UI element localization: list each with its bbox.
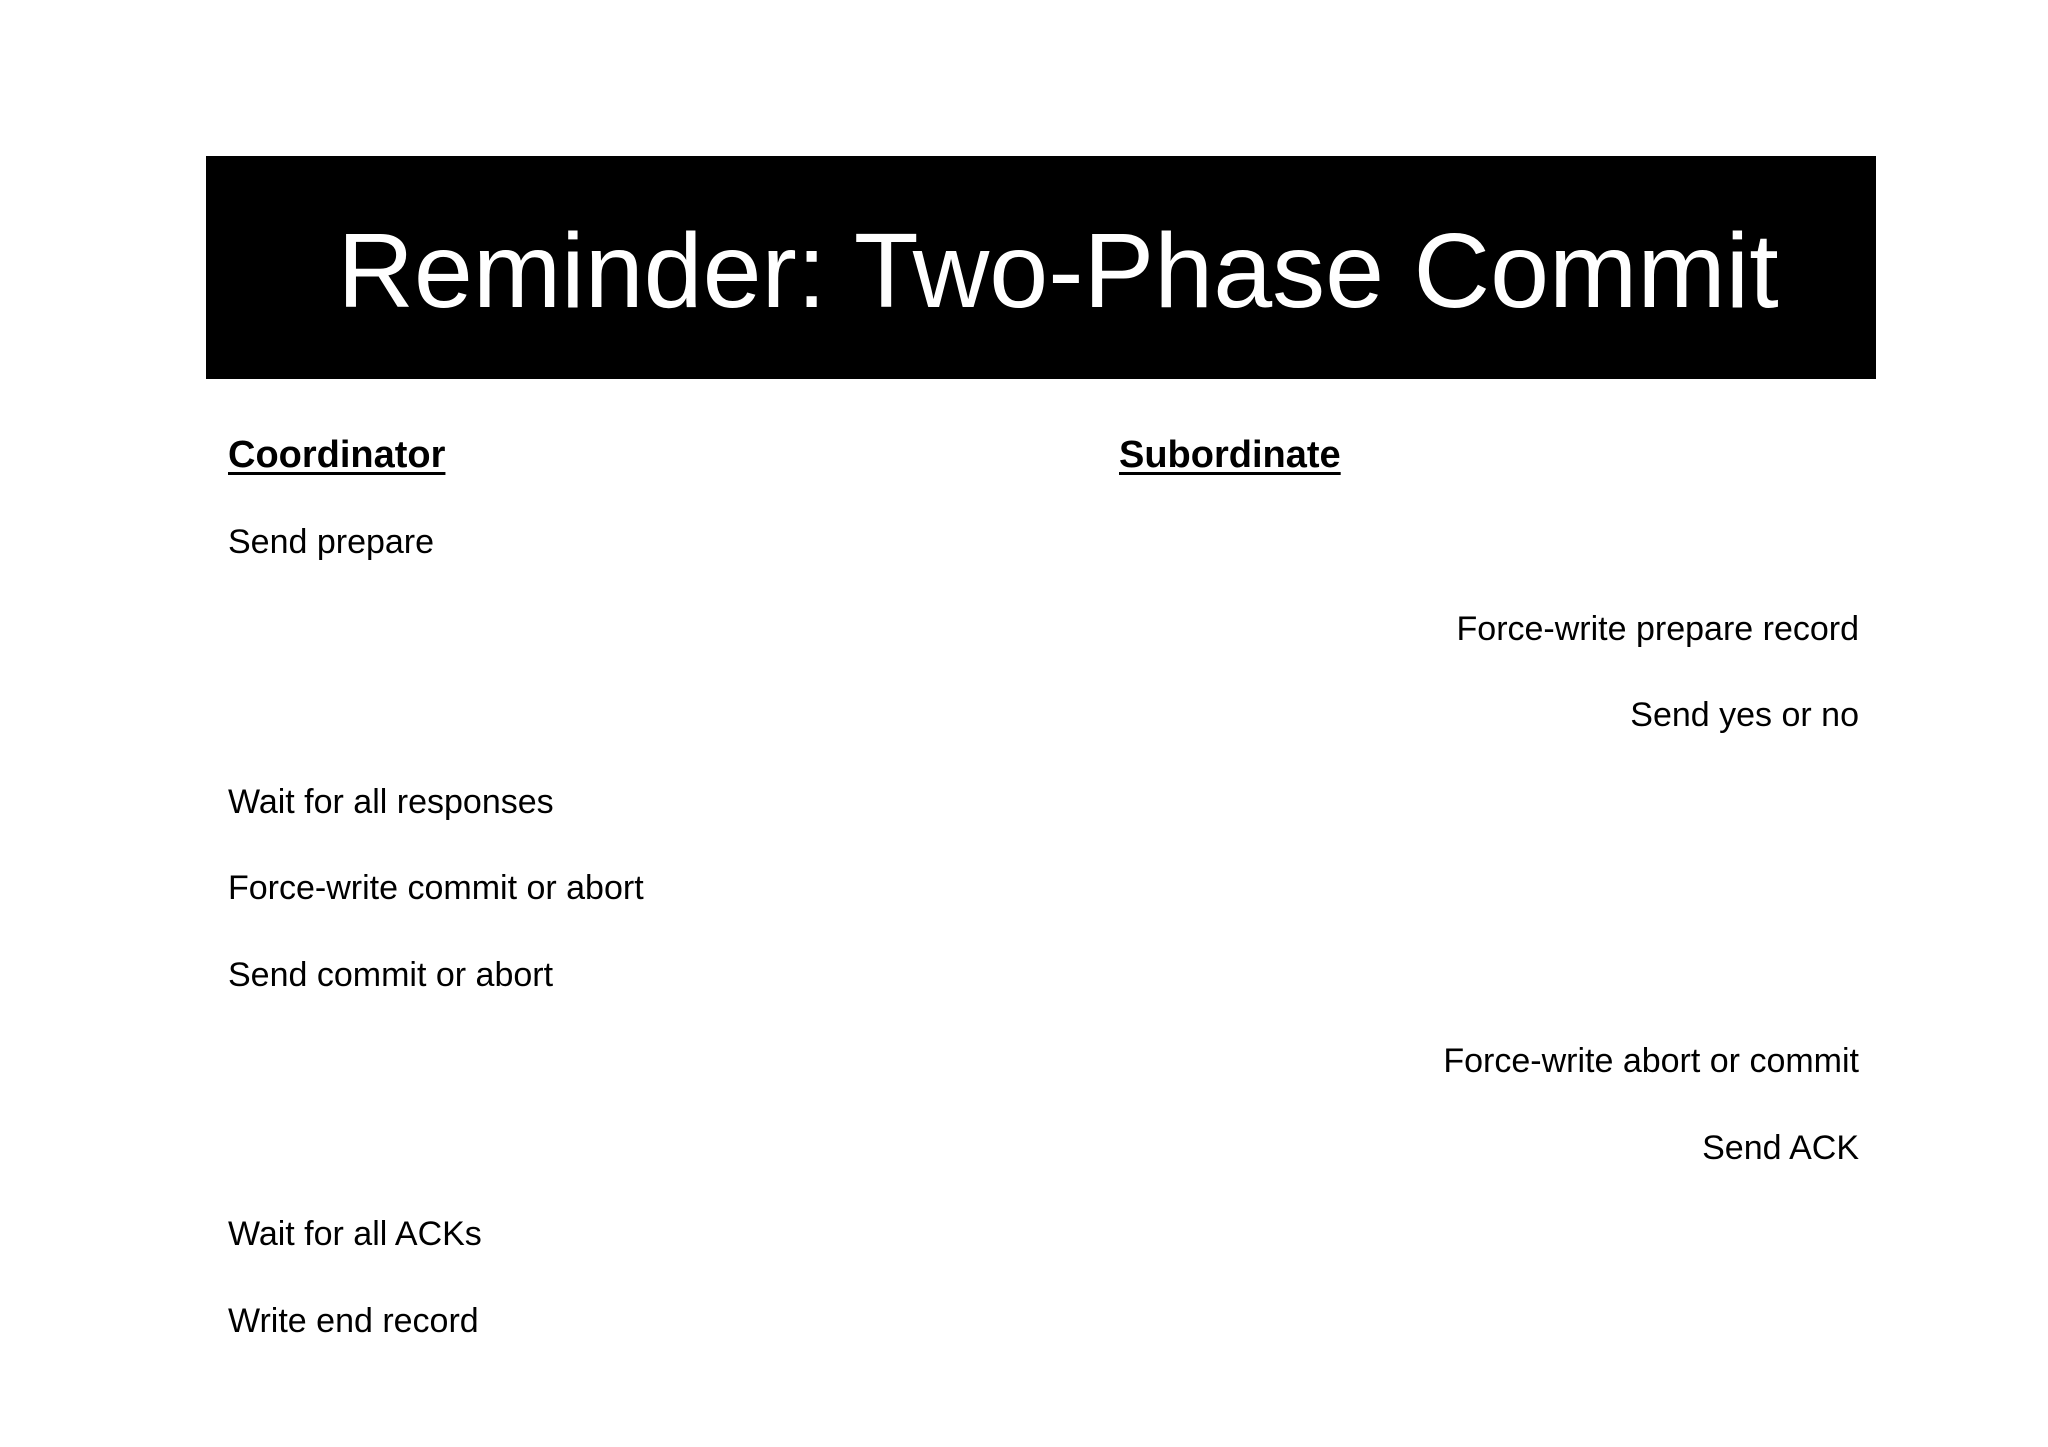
coordinator-step: Send commit or abort [228,956,554,994]
coordinator-step: Send prepare [228,523,435,561]
coordinator-heading: Coordinator [228,434,446,476]
subordinate-step: Send ACK [1702,1129,1859,1167]
title-banner [206,156,1876,379]
subordinate-step: Force-write abort or commit [1443,1042,1859,1080]
subordinate-heading: Subordinate [1119,434,1341,476]
subordinate-step: Force-write prepare record [1456,610,1859,648]
coordinator-step: Force-write commit or abort [228,869,644,907]
page-title: Reminder: Two-Phase Commit [337,211,1779,330]
coordinator-step: Wait for all ACKs [228,1215,482,1253]
coordinator-step: Wait for all responses [228,783,554,821]
subordinate-step: Send yes or no [1630,696,1859,734]
coordinator-step: Write end record [228,1302,479,1340]
